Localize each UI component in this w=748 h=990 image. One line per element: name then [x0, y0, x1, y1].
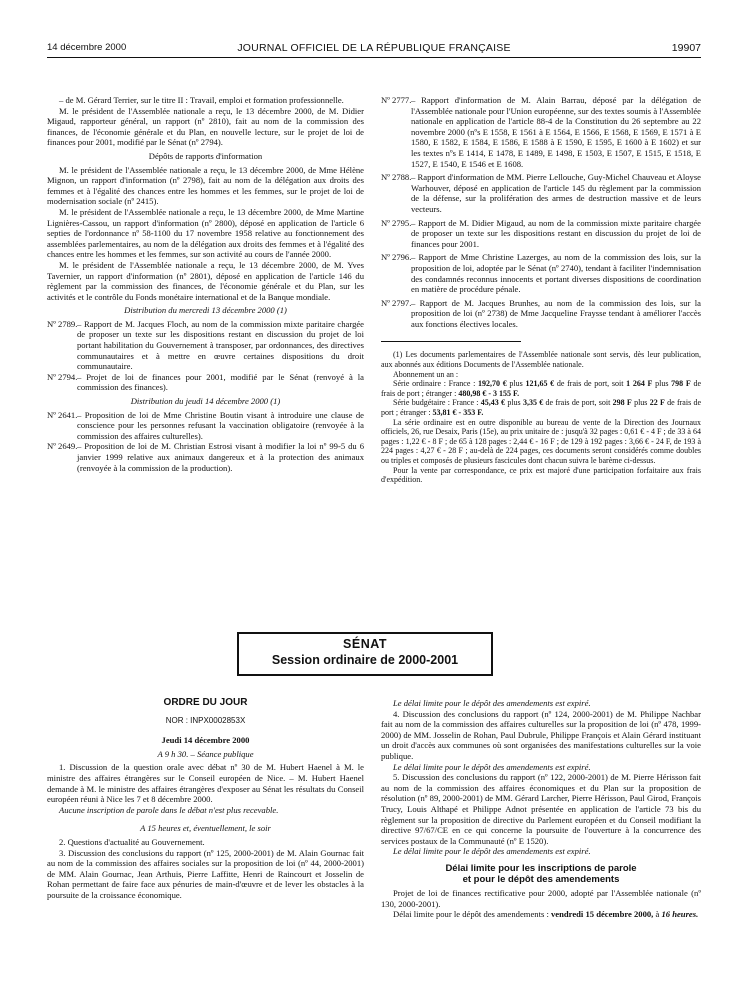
item-number: Nº 2795.	[381, 217, 412, 228]
header-page-number: 19907	[671, 42, 701, 54]
item-text: – Rapport d'information de MM. Pierre Lellouche, Guy-Michel Chauveau et Aloyse Warhouver, déposé en application de l'article 145 du règlement par la commission de la défense, sur la prolifération des armes de destruction massive et de leurs vecteurs.	[411, 172, 701, 214]
deadline-section-title: Délai limite pour les inscriptions de parole	[445, 862, 637, 874]
deadline-hour: 16 heures.	[661, 909, 699, 920]
footnote-price: 22 F	[649, 398, 665, 408]
session-time: A 9 h 30. – Séance publique	[157, 748, 254, 759]
item-text: – Proposition de loi de Mme Christine Boutin visant à introduire une clause de conscience pour les personnes refusant la vaccination obligatoire (renvoyée à la commission des affaires culturelles).	[77, 409, 364, 441]
footnote: Pour la vente par correspondance, ce prix est majoré d'une participation forfaitaire aux frais d'expédition.	[381, 465, 701, 485]
distribution-heading: Distribution du mercredi 13 décembre 2000 (1)	[124, 305, 287, 316]
agenda-item: 2. Questions d'actualité au Gouvernement.	[59, 836, 205, 847]
session-time: A 15 heures et, éventuellement, le soir	[140, 823, 271, 834]
paragraph: Projet de loi de finances rectificative pour 2000, adopté par l'Assemblée nationale (nº 130, 2000-2001).	[381, 887, 701, 909]
agenda-item: 1. Discussion de la question orale avec débat nº 30 de M. Hubert Haenel à M. le ministre des affaires étrangères sur le Conseil européen de Nice. – M. Hubert Haenel demande à M. le ministre des affaires étrangères d'exposer au Sénat les résultats du Conseil européen réuni à Nice les 7 et 8 décembre 2000.	[47, 762, 364, 805]
item-number: Nº 2789.	[47, 318, 78, 329]
senat-subtitle: Session ordinaire de 2000-2001	[271, 653, 459, 667]
list-item	[381, 218, 701, 250]
item-text: – Projet de loi de finances pour 2001, modifié par le Sénat (renvoyé à la commission des finances).	[77, 371, 364, 393]
list-item	[381, 252, 701, 294]
deadline-note: Le délai limite pour le dépôt des amendements est expiré.	[393, 846, 591, 857]
item-number: Nº 2788.	[381, 172, 412, 183]
footnote-price: 298 F	[612, 398, 632, 408]
list-item	[381, 95, 701, 169]
header-date: 14 décembre 2000	[47, 42, 127, 53]
footnote-price: 1 264 F	[626, 379, 653, 389]
distribution-heading: Distribution du jeudi 14 décembre 2000 (1)	[130, 396, 281, 407]
footnote-text: de frais de port ; étranger :	[381, 398, 702, 418]
deadline-text: Délai limite pour le dépôt des amendements :	[393, 909, 551, 920]
right-column-bottom	[381, 698, 701, 920]
item-number: Nº 2797.	[381, 297, 412, 308]
agenda-note: Aucune inscription de parole dans le débat n'est plus recevable.	[59, 804, 279, 815]
left-column-top	[47, 95, 364, 473]
paragraph: M. le président de l'Assemblée nationale a reçu, le 13 décembre 2000, de Mme Martine Lignières-Cassou, un rapport d'information (nº 2800), déposé en application de l'article 6 septies de l'ordonnance nº 58-1100 du 17 novembre 1958 relative au fonctionnement des assemblées parlementaires, au nom de la délégation aux droits des femmes et à l'égalité des chances entre les hommes et les femmes, sur son activité au cours de l'année 2000.	[47, 206, 364, 260]
section-heading: Dépôts de rapports d'information	[148, 150, 263, 161]
list-item	[47, 410, 364, 442]
footnote-price-ordinaire	[381, 379, 701, 398]
footnote-text: Série ordinaire : France :	[393, 379, 479, 389]
footnote-price-budgetaire	[381, 398, 701, 417]
right-column-top	[381, 95, 701, 485]
left-column-bottom	[47, 698, 364, 901]
agenda-item: 5. Discussion des conclusions du rapport (nº 122, 2000-2001) de M. Pierre Hérisson fait au nom de la commission des affaires économiques et du Plan sur la proposition de résolution (nº 89, 2000-2001) de MM. Gérard Larcher, Pierre Hérisson, Paul Girod, François Trucy, Louis Althapé et Philippe Adnot présentée en application de l'article 73 bis du règlement sur la proposition de directive du Parlement européen et du Conseil modifiant la directive 97/67/CE en ce qui concerne la poursuite de l'ouverture à la concurrence des services postaux de la Communauté (nº E 1520).	[381, 772, 701, 846]
item-text: – Rapport de M. Jacques Brunhes, au nom de la commission des lois, sur la proposition de loi (nº 2738) de Mme Jacqueline Fraysse tendant à améliorer l'accès aux fonctions électives locales.	[411, 297, 701, 329]
item-number: Nº 2796.	[381, 252, 412, 263]
senat-title: SÉNAT	[343, 637, 387, 651]
header-journal-title: JOURNAL OFFICIEL DE LA RÉPUBLIQUE FRANÇAISE	[237, 42, 511, 54]
footnote-text: plus	[652, 379, 672, 389]
deadline-section-title: et pour le dépôt des amendements	[462, 873, 620, 885]
footnote-price: 480,98 € - 3 155 F.	[458, 388, 520, 398]
footnote: (1) Les documents parlementaires de l'Assemblée nationale sont servis, dès leur publication, aux abonnés aux éditions Documents de l'Assemblée nationale.	[381, 350, 701, 370]
item-text: – Rapport de M. Jacques Floch, au nom de la commission mixte paritaire chargée de proposer un texte sur les dispositions restant en discussion du projet de loi portant habilitation du Gouvernement à transposer, par ordonnances, des directives communautaires et à mettre en œuvre certaines dispositions du droit communautaire.	[77, 318, 364, 372]
footnote-rule	[381, 341, 521, 342]
paragraph: M. le président de l'Assemblée nationale a reçu, le 13 décembre 2000, de M. Yves Tavernier, un rapport d'information (nº 2801), déposé en application de l'article 146 du règlement par la commission des finances, de l'économie générale et du Plan, sur les activités et le contrôle du Fonds monétaire international et de la Banque mondiale.	[47, 259, 364, 302]
footnote-text: de frais de port, soit	[554, 379, 627, 389]
deadline-text: à	[653, 909, 662, 920]
item-number: Nº 2777.	[381, 95, 412, 105]
paragraph: M. le président de l'Assemblée nationale a reçu, le 13 décembre 2000, de Mme Hélène Mignon, un rapport d'information (nº 2798), fait au nom de la délégation aux droits des femmes et à l'égalité des chances entre les hommes et les femmes, sur le projet de loi de modernisation sociale (nº 2415).	[47, 164, 364, 207]
page-header	[47, 42, 701, 58]
nor-reference: NOR : INPX0002853X	[165, 715, 246, 725]
footnote-price: 192,70 €	[478, 379, 507, 389]
item-number: Nº 2641.	[47, 409, 78, 420]
footnote-price: 53,81 € - 353 F.	[432, 408, 484, 418]
item-number: Nº 2649.	[47, 441, 78, 452]
footnote-text: de frais de port, soit	[543, 398, 613, 408]
list-item	[47, 319, 364, 372]
item-text: – Rapport d'information de M. Alain Barrau, déposé par la délégation de l'Assemblée nationale pour l'Union européenne, sur des textes soumis à l'Assemblée nationale en application de l'article 88-4 de la Constitution du 26 septembre au 22 novembre 2000 (nºs E 1558, E 1561 à E 1564, E 1566, E 1568, E 1569, E 1571 à E 1580, E 1582, E 1584, E 1586, E 1588 à E 1590, E 1595, E 1600 à E 1602) et sur les textes nºs E 1414, E 1478, E 1489, E 1498, E 1503, E 1507, E 1515, E 1518, E 1527, E 1540, E 1546 et E 1608.	[411, 95, 701, 169]
deadline-note: Le délai limite pour le dépôt des amendements est expiré.	[393, 761, 591, 772]
list-item	[47, 372, 364, 393]
item-text: – Proposition de loi de M. Christian Estrosi visant à modifier la loi nº 99-5 du 6 janvier 1999 relative aux animaux dangereux et à la protection des animaux (renvoyée à la commission de la production).	[77, 441, 364, 473]
deadline-line	[381, 909, 701, 920]
footnote-price: 798 F	[671, 379, 691, 389]
item-number: Nº 2794.	[47, 371, 78, 382]
paragraph: M. le président de l'Assemblée nationale a reçu, le 13 décembre 2000, de M. Didier Migaud, rapporteur général, un rapport (nº 2810), fait au nom de la commission des finances, de l'économie générale et du Plan, en nouvelle lecture, sur le projet de loi de finances pour 2001, modifié par le Sénat (nº 2794).	[47, 105, 364, 148]
agenda-item: 3. Discussion des conclusions du rapport (nº 125, 2000-2001) de M. Alain Gournac fait au nom de la commission des affaires sociales sur la proposition de loi (nº 44, 2000-2001) de MM. Alain Gournac, Jean Arthuis, Pierre Laffitte, Henri de Raincourt et Josselin de Rohan permettant de faire face aux pénuries de main-d'œuvre et de lever les obstacles à la poursuite de la croissance économique.	[47, 847, 364, 900]
footnote-text: Série budgétaire : France :	[393, 398, 481, 408]
paragraph: – de M. Gérard Terrier, sur le titre II : Travail, emploi et formation professionnelle.	[59, 95, 344, 105]
list-item	[381, 298, 701, 330]
deadline-date: vendredi 15 décembre 2000,	[551, 909, 654, 920]
footnote-text: plus	[631, 398, 650, 408]
footnotes	[381, 350, 701, 484]
order-of-day-title: ORDRE DU JOUR	[163, 697, 248, 708]
footnote: La série ordinaire est en outre disponible au bureau de vente de la Direction des Journaux officiels, 26, rue Desaix, Paris (15e), au prix unitaire de : jusqu'à 32 pages : 0,61 € - 4 F ; de 33 à 64 pages : 1,22 € - 8 F ; de 65 à 128 pages : 2,44 € - 16 F ; de 129 à 192 pages : 3,66 € - 24 F, de 193 à 224 pages : 4,27 € - 28 F ; au-delà de 224 pages, ces documents seront considérés comme doubles ou triples et composés de plusieurs fascicules dont chacun suivra le barème ci-dessus.	[381, 417, 701, 465]
footnote-text: de frais de port ; étranger :	[381, 379, 702, 398]
header-rule	[47, 57, 701, 58]
footnote-price: 3,35 €	[522, 398, 544, 408]
item-text: – Rapport de Mme Christine Lazerges, au nom de la commission des lois, sur la proposition de loi, adoptée par le Sénat (nº 2740), tendant à faciliter l'indemnisation des condamnés reconnus innocents et portant diverses dispositions de coordination en matière de procédure pénale.	[411, 252, 701, 295]
list-item	[381, 172, 701, 214]
list-item	[47, 441, 364, 473]
day-heading: Jeudi 14 décembre 2000	[161, 735, 250, 746]
footnote-text: plus	[506, 379, 526, 389]
item-text: – Rapport de M. Didier Migaud, au nom de la commission mixte paritaire chargée de proposer un texte sur les dispositions restant en discussion du projet de loi de finances pour 2001.	[411, 217, 701, 249]
senat-banner	[237, 632, 493, 676]
footnote-price: 121,65 €	[525, 379, 555, 389]
deadline-note: Le délai limite pour le dépôt des amendements est expiré.	[393, 698, 591, 708]
agenda-item: 4. Discussion des conclusions du rapport (nº 124, 2000-2001) de M. Philippe Nachbar fait au nom de la commission des affaires culturelles sur la proposition de loi (nº 478, 1999-2000) de MM. Josselin de Rohan, Paul Dubrule, Philippe François et Alain Gérard instituant un droit d'accès aux communes où sont organisées des manifestations culturelles sur la voie publique.	[381, 708, 701, 761]
footnote: Abonnement un an :	[393, 369, 459, 379]
footnote-text: plus	[505, 398, 523, 408]
footnote-price: 45,43 €	[480, 398, 506, 408]
